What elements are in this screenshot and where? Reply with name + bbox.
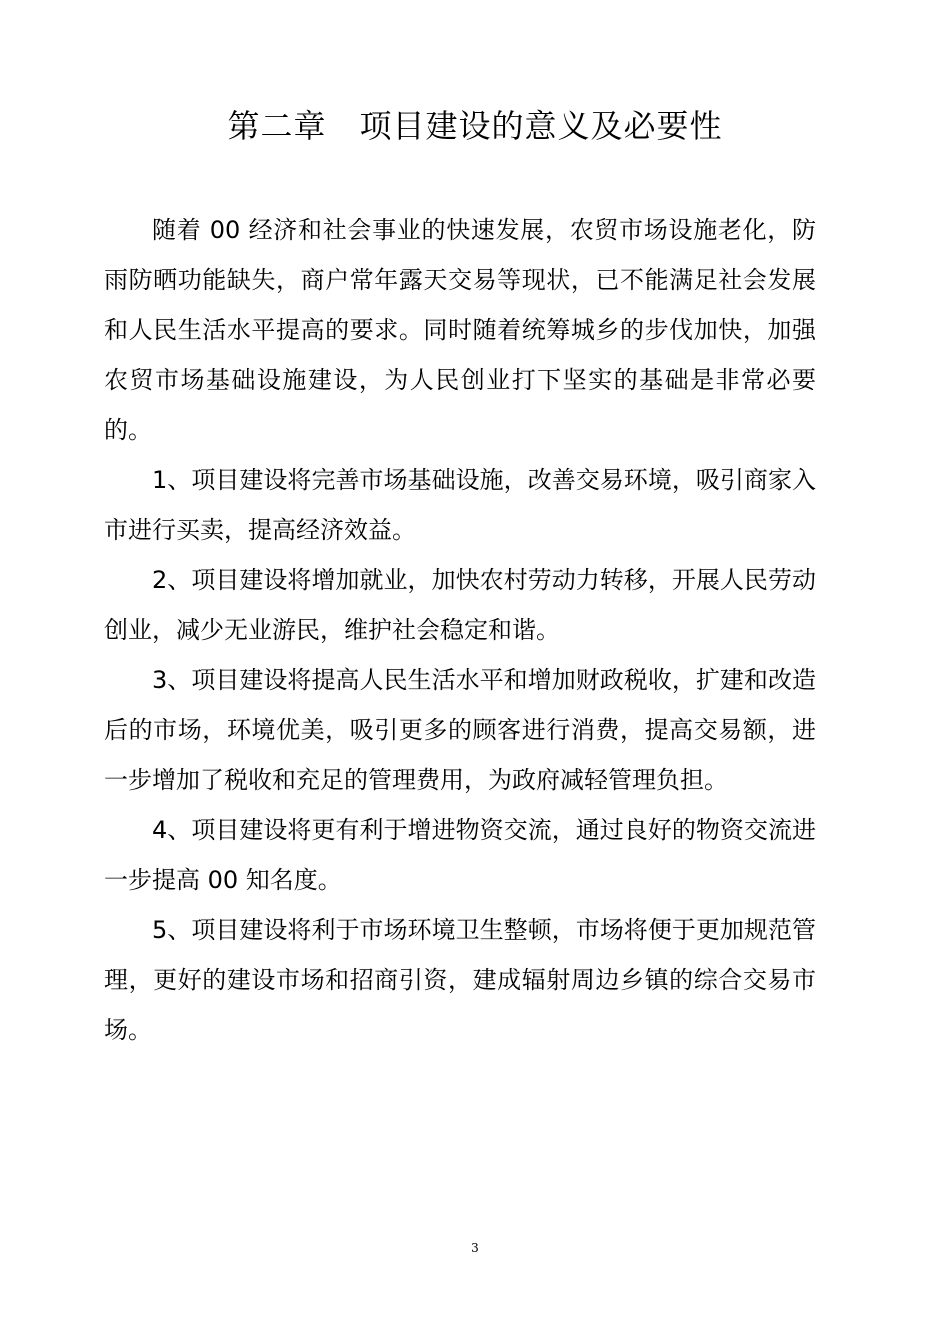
paragraph-intro: 随着 00 经济和社会事业的快速发展，农贸市场设施老化，防雨防晒功能缺失，商户常年露天交易等现状，已不能满足社会发展和人民生活水平提高的要求。同时随着统筹城乡的步伐加快，加强农贸市场基础设施建设，为人民创业打下坚实的基础是非常必要的。 [104, 216, 816, 444]
page-number: 3 [471, 1241, 479, 1255]
paragraph-point-5: 5、项目建设将利于市场环境卫生整顿，市场将便于更加规范管理，更好的建设市场和招商引资，建成辐射周边乡镇的综合交易市场。 [104, 916, 816, 1044]
paragraph-point-3: 3、项目建设将提高人民生活水平和增加财政税收，扩建和改造后的市场，环境优美，吸引更多的顾客进行消费，提高交易额，进一步增加了税收和充足的管理费用，为政府减轻管理负担。 [104, 666, 816, 794]
body-text [104, 205, 816, 1055]
paragraph-point-4: 4、项目建设将更有利于增进物资交流，通过良好的物资交流进一步提高 00 知名度。 [104, 816, 816, 894]
chapter-title: 第二章 项目建设的意义及必要性 [227, 107, 723, 145]
paragraph-point-1: 1、项目建设将完善市场基础设施，改善交易环境，吸引商家入市进行买卖，提高经济效益。 [104, 466, 816, 544]
paragraph-point-2: 2、项目建设将增加就业，加快农村劳动力转移，开展人民劳动创业，减少无业游民，维护社会稳定和谐。 [104, 566, 816, 644]
